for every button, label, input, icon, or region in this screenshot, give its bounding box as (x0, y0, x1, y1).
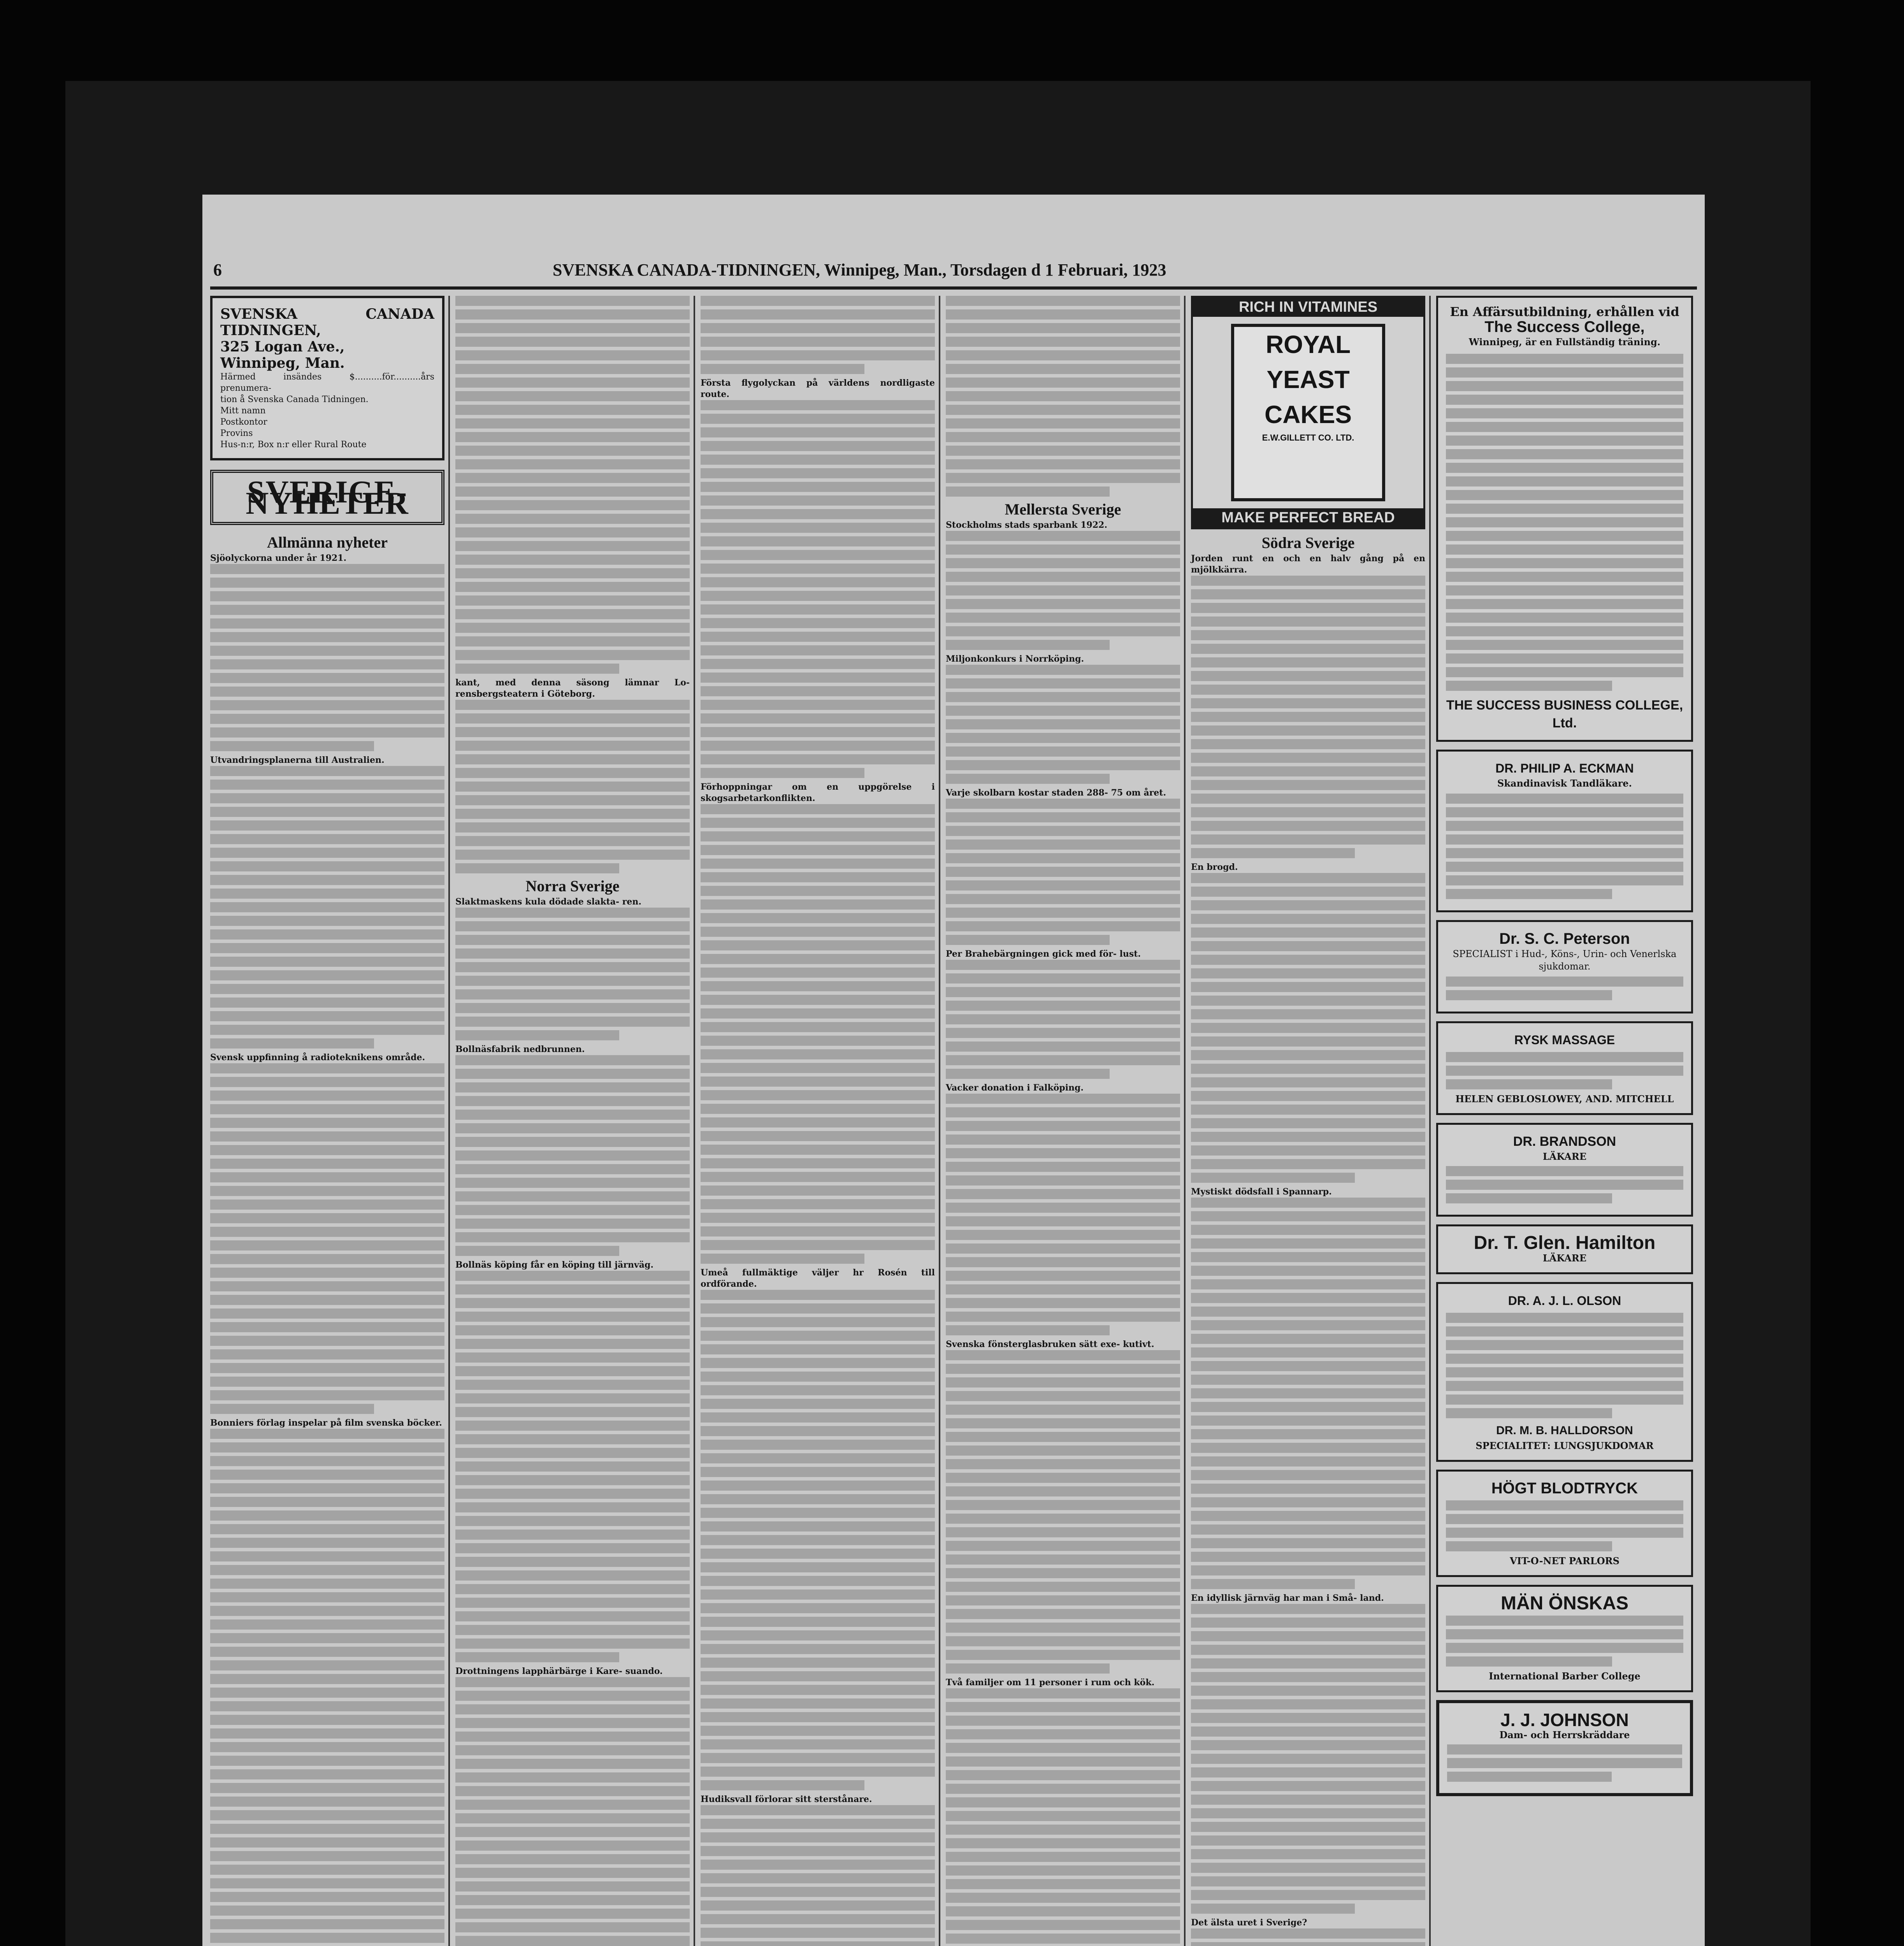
barber-ad (1436, 1585, 1693, 1692)
article-text (701, 1290, 935, 1790)
subscription-line-2: tion å Svenska Canada Tidningen. (220, 395, 369, 404)
subscription-address-2: Winnipeg, Man. (220, 355, 345, 371)
article-text (210, 1063, 444, 1414)
man-name: MÄN ÖNSKAS (1500, 1593, 1628, 1614)
section-heading: Allmänna nyheter (267, 534, 388, 551)
article-head: Det älsta uret i Sverige? (1191, 1918, 1307, 1928)
yeast-brand-3: CAKES (1264, 400, 1352, 429)
section-heading: Mellersta Sverige (1005, 501, 1121, 518)
brandson-sub: LÄKARE (1542, 1151, 1587, 1162)
column-5 (1191, 296, 1425, 1946)
column-3 (701, 296, 935, 1946)
hamilton-ad (1436, 1224, 1693, 1274)
eckman-sub: Skandinavisk Tandläkare. (1497, 778, 1632, 789)
page-number: 6 (213, 260, 222, 279)
column-rule (448, 296, 450, 1946)
article-text (1191, 1604, 1425, 1914)
halldorson-sub: SPECIALITET: LUNGSJUKDOMAR (1475, 1440, 1654, 1451)
article-head: Stockholms stads sparbank 1922. (946, 520, 1107, 530)
masthead: SVENSKA CANADA-TIDNINGEN, Winnipeg, Man., Torsdagen d 1 Februari, 1923 (553, 260, 1166, 279)
article-text (455, 1055, 690, 1256)
article-text (455, 1271, 690, 1662)
article-text (946, 1350, 1180, 1674)
man-sub: International Barber College (1489, 1670, 1641, 1682)
article-head: Bonniers förlag inspelar på film svenska böcker. (210, 1418, 442, 1428)
column-6-ads (1436, 296, 1693, 1804)
section-title: SVERIGE-NYHETER (210, 470, 444, 525)
peterson-ad (1436, 920, 1693, 1013)
article-head: Bollnäs köping får en köping till järnväg. (455, 1260, 654, 1270)
article-text (1191, 873, 1425, 1183)
article-head: Slaktmaskens kula dödade slakta- ren. (455, 897, 642, 907)
yeast-maker: E.W.GILLETT CO. LTD. (1262, 433, 1354, 443)
article-head: En idyllisk järnväg har man i Små- land. (1191, 1593, 1384, 1603)
johnson-ad (1436, 1700, 1693, 1796)
article-text (946, 665, 1180, 784)
yeast-top-band: RICH IN VITAMINES (1193, 298, 1423, 317)
blood-pressure-ad (1436, 1470, 1693, 1577)
article-text (701, 296, 935, 374)
article-head: Per Brahebärgningen gick med för- lust. (946, 949, 1141, 959)
massage-sub: HELEN GEBLOSLOWEY, AND. MITCHELL (1455, 1093, 1674, 1105)
eckman-ad (1436, 750, 1693, 912)
peterson-name: Dr. S. C. Peterson (1499, 930, 1630, 947)
article-text (455, 296, 690, 674)
yeast-brand-1: ROYAL (1265, 330, 1351, 358)
brandson-ad (1436, 1123, 1693, 1217)
article-head: Jorden runt en och en halv gång på en mjölkkärra. (1191, 553, 1425, 575)
article-text (701, 400, 935, 778)
success-name: The Success College, (1484, 318, 1645, 335)
article-text (1191, 1928, 1425, 1946)
yeast-ad (1191, 296, 1425, 529)
brandson-name: DR. BRANDSON (1513, 1134, 1616, 1149)
peterson-sub: SPECIALIST i Hud-, Köns-, Urin- och Venerlska sjukdomar. (1453, 948, 1677, 972)
article-text (1191, 576, 1425, 858)
johnson-name: J. J. JOHNSON (1500, 1710, 1629, 1730)
hamilton-sub: LÄKARE (1542, 1252, 1587, 1264)
article-head: Svensk uppfinning å radioteknikens område. (210, 1052, 425, 1063)
subscription-line-1: Härmed insändes $..........för..........års prenumera- (220, 372, 434, 393)
blood-sub: VIT-O-NET PARLORS (1510, 1555, 1619, 1567)
article-text (455, 700, 690, 873)
article-intro: kant, med denna säsong lämnar Lo- rensbergsteatern i Göteborg. (455, 678, 690, 699)
blood-name: HÖGT BLODTRYCK (1491, 1480, 1638, 1497)
section-heading: Södra Sverige (1261, 534, 1355, 551)
article-text (701, 1805, 935, 1946)
success-title: En Affärsutbildning, erhållen vid (1450, 304, 1679, 319)
article-text (946, 960, 1180, 1079)
newspaper-page (202, 195, 1705, 1946)
article-head: Drottningens lapphärbärge i Kare- suando. (455, 1666, 663, 1676)
hamilton-name: Dr. T. Glen. Hamilton (1474, 1233, 1656, 1253)
column-rule (939, 296, 940, 1946)
article-text (946, 1688, 1180, 1946)
article-text (701, 804, 935, 1264)
article-head: Första flygolyckan på världens nordligaste route. (701, 378, 935, 399)
subscription-address-1: 325 Logan Ave., (220, 339, 345, 355)
eckman-name: DR. PHILIP A. ECKMAN (1495, 761, 1634, 775)
article-head: Svenska fönsterglasbruken sätt exe- kutivt. (946, 1339, 1154, 1349)
article-head: Två familjer om 11 personer i rum och kök. (946, 1677, 1155, 1688)
masthead-rule (210, 286, 1697, 290)
article-text (946, 1094, 1180, 1335)
subscription-title: SVENSKA CANADA TIDNINGEN, (220, 306, 434, 339)
column-4 (946, 296, 1180, 1946)
article-head: Förhoppningar om en uppgörelse i skogsarbetarkonflikten. (701, 782, 935, 803)
column-2 (455, 296, 690, 1946)
olson-name: DR. A. J. L. OLSON (1508, 1294, 1621, 1308)
postkontor-label: Postkontor (220, 417, 267, 427)
article-text (455, 1677, 690, 1946)
route-label: Hus-n:r, Box n:r eller Rural Route (220, 440, 367, 450)
section-heading: Norra Sverige (525, 877, 620, 895)
article-head: Hudiksvall förlorar sitt sterstånare. (701, 1794, 872, 1804)
article-text (946, 531, 1180, 650)
provins-label: Provins (220, 429, 253, 438)
article-head: Miljonkonkurs i Norrköping. (946, 654, 1084, 664)
column-rule (1184, 296, 1186, 1946)
massage-ad (1436, 1021, 1693, 1115)
article-text (210, 766, 444, 1049)
yeast-package (1231, 324, 1385, 501)
article-text (210, 564, 444, 751)
article-text (210, 1429, 444, 1946)
article-head: Umeå fullmäktige väljer hr Rosén till ordförande. (701, 1268, 935, 1289)
mitt-namn-label: Mitt namn (220, 406, 266, 416)
article-head: Vacker donation i Falköping. (946, 1083, 1084, 1093)
article-head: Utvandringsplanerna till Australien. (210, 755, 385, 765)
johnson-sub: Dam- och Herrskräddare (1499, 1729, 1630, 1741)
yeast-bottom-band: MAKE PERFECT BREAD (1193, 508, 1423, 527)
success-city: Winnipeg, är en Fullständig träning. (1468, 336, 1661, 348)
success-footer: THE SUCCESS BUSINESS COLLEGE, Ltd. (1446, 698, 1683, 731)
article-text (946, 296, 1180, 497)
article-text (455, 908, 690, 1040)
article-head: Varje skolbarn kostar staden 288- 75 om året. (946, 788, 1166, 798)
massage-name: RYSK MASSAGE (1514, 1033, 1615, 1047)
yeast-brand-2: YEAST (1266, 365, 1350, 393)
article-text (946, 799, 1180, 945)
column-1 (210, 296, 444, 1946)
success-college-ad (1436, 296, 1693, 742)
article-head: En brogd. (1191, 862, 1238, 872)
article-head: Sjöolyckorna under år 1921. (210, 553, 347, 563)
olson-ad (1436, 1282, 1693, 1462)
subscription-form (210, 296, 444, 460)
column-rule (1429, 296, 1431, 1946)
halldorson-name: DR. M. B. HALLDORSON (1496, 1424, 1633, 1437)
article-head: Mystiskt dödsfall i Spannarp. (1191, 1187, 1332, 1197)
column-rule (694, 296, 695, 1946)
article-text (1191, 1198, 1425, 1589)
article-head: Bollnäsfabrik nedbrunnen. (455, 1044, 585, 1054)
